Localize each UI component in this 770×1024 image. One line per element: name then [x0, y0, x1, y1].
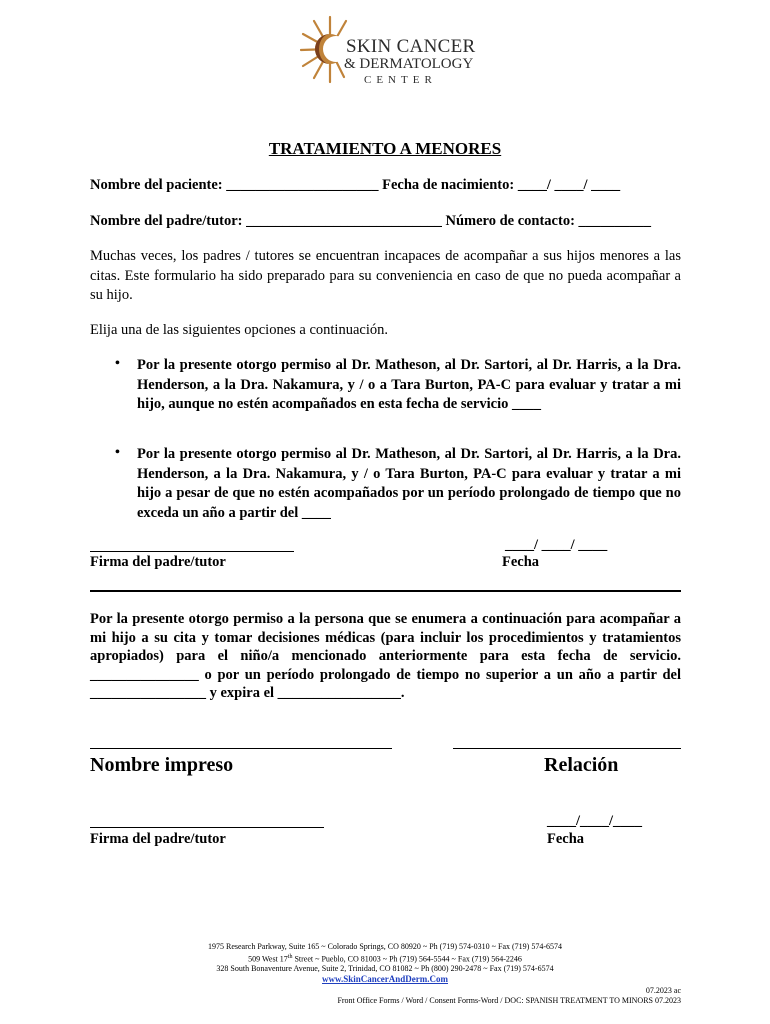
- option-1-text[interactable]: Por la presente otorgo permiso al Dr. Matheson, al Dr. Sartori, al Dr. Harris, a la Dra. Henderson, a la Dra. Nakamura, y / o a Tara Burton, PA-C para evaluar y tratar a mi hijo, aunque no estén acompañados en esta fecha de servicio ____: [137, 357, 681, 412]
- logo-line-2: & DERMATOLOGY: [344, 56, 474, 72]
- date-label-2: Fecha: [547, 831, 585, 847]
- footer-address-1: 1975 Research Parkway, Suite 165 ~ Colorado Springs, CO 80920 ~ Ph (719) 574-0310 ~ Fax (719) 574-6574: [208, 942, 562, 951]
- signature-label-1: Firma del padre/tutor: [90, 554, 226, 570]
- printed-name-label: Nombre impreso: [90, 754, 234, 776]
- footer-address-3: 328 South Bonaventure Avenue, Suite 2, Trinidad, CO 81082 ~ Ph (800) 290-2478 ~ Fax (719) 574-6574: [216, 964, 554, 973]
- patient-name-field[interactable]: Nombre del paciente: _____________________ Fecha de nacimiento: ____/ ____/ ____: [90, 177, 621, 193]
- logo-line-3: CENTER: [364, 74, 437, 86]
- clinic-logo: [300, 14, 480, 84]
- option-2-text[interactable]: Por la presente otorgo permiso al Dr. Matheson, al Dr. Sartori, al Dr. Harris, a la Dra. Henderson, a la Dra. Nakamura, y / o Tara Burton, PA-C para evaluar y tratar a mi hijo a pesar de que no estén acompañados por un período prolongado de tiempo que no exceda un año a partir del ____: [137, 446, 681, 521]
- footer-website-wrap: [0, 974, 770, 985]
- option-1-bullet: •: [115, 356, 120, 371]
- logo-line-1: SKIN CANCER: [346, 36, 476, 57]
- section-divider: [90, 590, 681, 592]
- relation-label: Relación: [544, 754, 619, 776]
- footer-file-path: Front Office Forms / Word / Consent Forms-Word / DOC: SPANISH TREATMENT TO MINORS 07.2023: [337, 996, 681, 1005]
- instruction-text: Elija una de las siguientes opciones a continuación.: [90, 322, 388, 338]
- footer-address-2: 509 West 17th Street ~ Pueblo, CO 81003 ~ Ph (719) 564-5544 ~ Fax (719) 564-2246: [248, 954, 522, 964]
- footer-version: 07.2023 ac: [645, 986, 681, 995]
- signature-line-2[interactable]: [90, 827, 324, 828]
- date-label-1: Fecha: [502, 554, 540, 570]
- signature-label-2: Firma del padre/tutor: [90, 831, 226, 847]
- option-2-bullet: •: [115, 445, 120, 460]
- intro-paragraph: Muchas veces, los padres / tutores se encuentran incapaces de acompañar a sus hijos menores a las citas. Este formulario ha sido preparado para su conveniencia en caso de que no pueda acompañar a su hijo.: [90, 248, 681, 303]
- printed-name-line[interactable]: [90, 748, 392, 749]
- signature-line-1[interactable]: [90, 551, 294, 552]
- date-field-2[interactable]: ____/____/____: [547, 813, 643, 829]
- website-link[interactable]: www.SkinCancerAndDerm.Com: [322, 974, 448, 984]
- permission-paragraph[interactable]: Por la presente otorgo permiso a la persona que se enumera a continuación para acompañar a mi hijo a su cita y tomar decisiones médicas (para incluir los procedimientos y tratamientos apropiados) para el niño/a mencionado anteriormente para esta fecha de servicio. _______________ o por un período prolongado de tiempo no superior a un año a partir del ________________ y expira el _________________.: [90, 611, 681, 701]
- date-field-1[interactable]: ____/ ____/ ____: [505, 537, 608, 553]
- guardian-name-field[interactable]: Nombre del padre/tutor: ___________________________ Número de contacto: __________: [90, 213, 652, 229]
- relation-line[interactable]: [453, 748, 681, 749]
- form-title: TRATAMIENTO A MENORES: [268, 139, 502, 158]
